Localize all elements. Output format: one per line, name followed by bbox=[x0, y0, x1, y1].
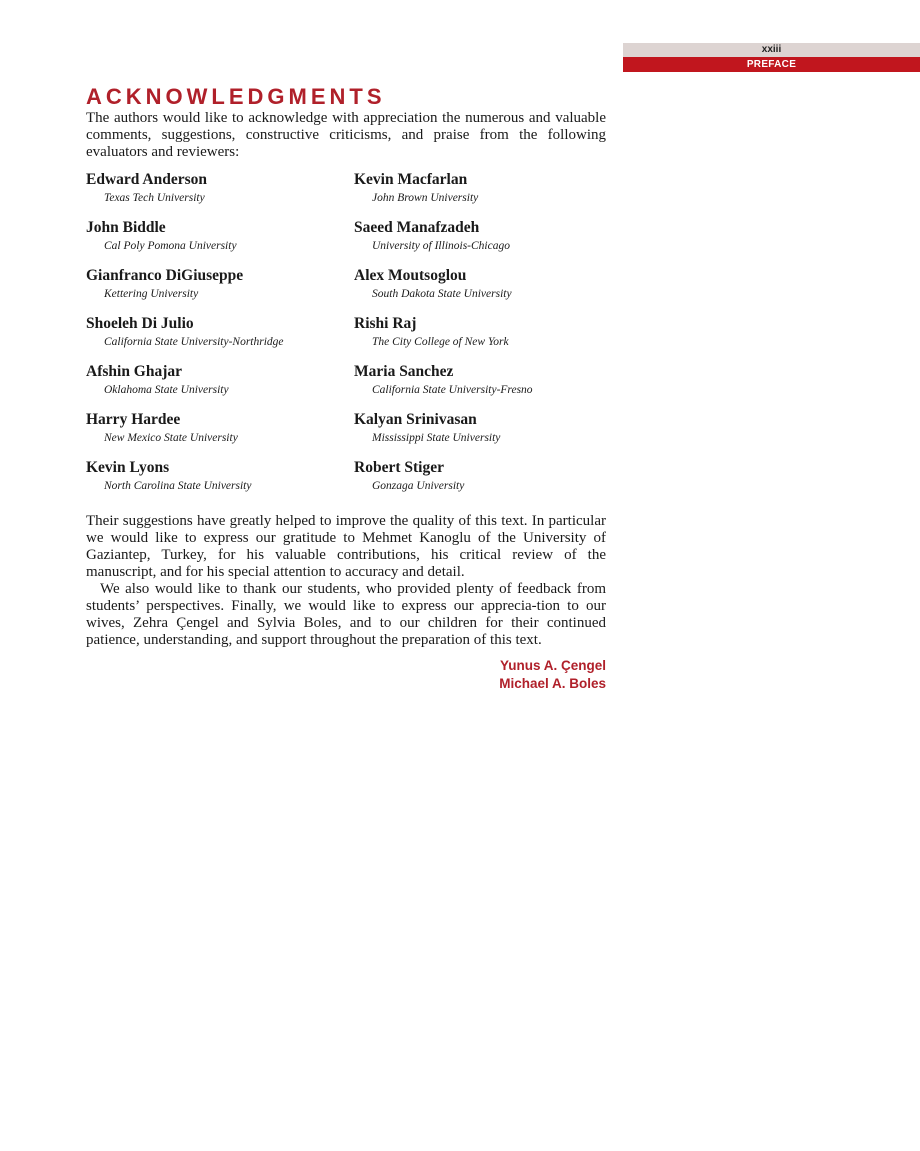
reviewer-item bbox=[354, 266, 606, 309]
reviewer-item bbox=[354, 410, 606, 453]
reviewer-affiliation: California State University-Fresno bbox=[372, 384, 533, 396]
reviewer-affiliation: Texas Tech University bbox=[104, 192, 205, 204]
reviewer-affiliation: North Carolina State University bbox=[104, 480, 252, 492]
reviewer-affiliation: John Brown University bbox=[372, 192, 479, 204]
reviewer-item bbox=[354, 218, 606, 261]
author-name: Yunus A. Çengel bbox=[499, 658, 606, 673]
reviewer-affiliation: Mississippi State University bbox=[372, 432, 501, 444]
closing-text bbox=[86, 513, 606, 649]
reviewer-name: Kevin Lyons bbox=[86, 459, 170, 476]
reviewer-item bbox=[86, 218, 354, 261]
reviewer-item bbox=[86, 410, 354, 453]
reviewer-name: Kalyan Srinivasan bbox=[354, 411, 477, 428]
reviewer-name: John Biddle bbox=[86, 219, 166, 236]
reviewer-name: Rishi Raj bbox=[354, 315, 417, 332]
reviewer-name: Kevin Macfarlan bbox=[354, 171, 468, 188]
reviewer-affiliation: South Dakota State University bbox=[372, 288, 512, 300]
reviewer-affiliation: New Mexico State University bbox=[104, 432, 238, 444]
reviewer-name: Alex Moutsoglou bbox=[354, 267, 467, 284]
page-header bbox=[623, 43, 920, 72]
reviewer-name: Robert Stiger bbox=[354, 459, 444, 476]
author-signatures bbox=[86, 657, 606, 693]
reviewer-name: Shoeleh Di Julio bbox=[86, 315, 194, 332]
reviewer-affiliation: Cal Poly Pomona University bbox=[104, 240, 237, 252]
reviewer-item bbox=[354, 362, 606, 405]
reviewer-item bbox=[354, 170, 606, 213]
page-number: xxiii bbox=[623, 43, 920, 57]
reviewer-item bbox=[354, 314, 606, 357]
reviewer-item bbox=[86, 266, 354, 309]
reviewer-name: Maria Sanchez bbox=[354, 363, 454, 380]
reviewer-item bbox=[86, 170, 354, 213]
reviewer-affiliation: Oklahoma State University bbox=[104, 384, 229, 396]
reviewer-name: Gianfranco DiGiuseppe bbox=[86, 267, 244, 284]
reviewer-item bbox=[354, 458, 606, 501]
reviewer-affiliation: The City College of New York bbox=[372, 336, 509, 348]
reviewer-name: Harry Hardee bbox=[86, 411, 181, 428]
body-paragraph: Their suggestions have greatly helped to improve the quality of this text. In particular we would like to express our gratitude to Mehmet Kanoglu of the University of Gaziantep, Turkey, for his valuable contributions, his critical review of the manuscript, and for his special attention to accuracy and detail. bbox=[86, 513, 606, 580]
reviewer-name: Afshin Ghajar bbox=[86, 363, 183, 380]
reviewer-affiliation: University of Illinois-Chicago bbox=[372, 240, 510, 252]
reviewer-item bbox=[86, 362, 354, 405]
reviewer-affiliation: Gonzaga University bbox=[372, 480, 465, 492]
section-title: ACKNOWLEDGMENTS bbox=[86, 83, 386, 110]
acknowledgments-section bbox=[86, 84, 606, 693]
reviewer-name: Saeed Manafzadeh bbox=[354, 219, 480, 236]
reviewer-affiliation: Kettering University bbox=[104, 288, 199, 300]
author-name: Michael A. Boles bbox=[499, 676, 606, 691]
reviewer-name: Edward Anderson bbox=[86, 171, 208, 188]
reviewer-item bbox=[86, 458, 354, 501]
reviewer-item bbox=[86, 314, 354, 357]
reviewer-list bbox=[86, 170, 606, 501]
section-label: PREFACE bbox=[623, 57, 920, 72]
intro-paragraph: The authors would like to acknowledge with appreciation the numerous and valuable comments, suggestions, constructive criticisms, and praise from the following evaluators and reviewers: bbox=[86, 110, 606, 160]
body-paragraph: We also would like to thank our students, who provided plenty of feedback from students’ perspectives. Finally, we would like to express our apprecia-tion to our wives, Zehra Çengel and Sylvia Boles, and to our children for their continued patience, understanding, and support throughout the preparation of this text. bbox=[86, 581, 606, 648]
reviewer-affiliation: California State University-Northridge bbox=[104, 336, 284, 348]
